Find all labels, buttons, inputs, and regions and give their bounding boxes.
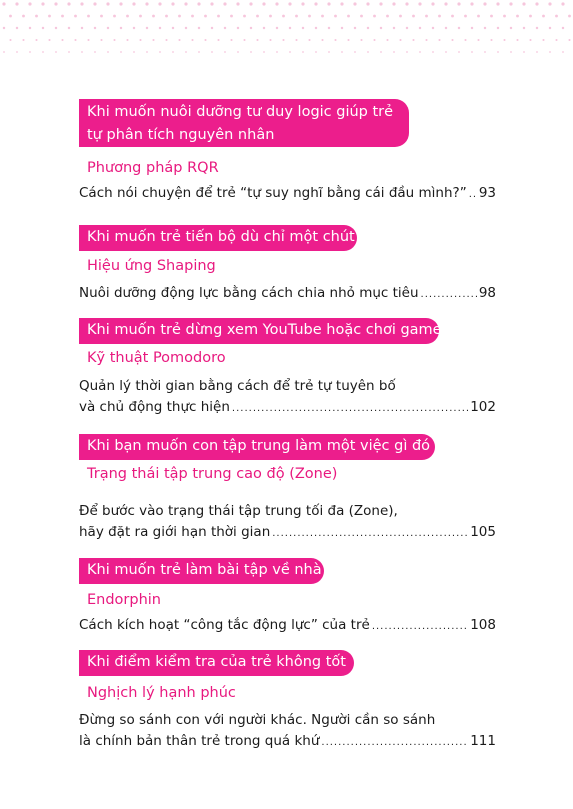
entry-line <box>79 183 496 205</box>
toc-entry[interactable] <box>79 376 496 419</box>
entry-text: Đừng so sánh con với người khác. Người cần so sánh <box>79 712 436 728</box>
dot-leader <box>469 184 477 205</box>
banner-line: Khi điểm kiểm tra của trẻ không tốt <box>87 654 346 670</box>
banner-line: Khi muốn trẻ dừng xem YouTube hoặc chơi game <box>87 322 442 338</box>
page-number: 93 <box>478 185 496 201</box>
section-banner <box>79 225 357 251</box>
banner-line: tự phân tích nguyên nhân <box>87 127 275 143</box>
toc-entry[interactable] <box>79 183 496 205</box>
entry-text: Quản lý thời gian bằng cách để trẻ tự tuyên bố <box>79 378 396 394</box>
page-number: 102 <box>470 399 496 415</box>
entry-text: và chủ động thực hiện <box>79 399 230 415</box>
entry-line <box>79 710 496 731</box>
dot-leader <box>421 284 477 305</box>
section-banner <box>79 558 324 584</box>
toc-entry[interactable] <box>79 615 496 637</box>
toc-entry[interactable] <box>79 710 496 753</box>
method-title: Nghịch lý hạnh phúc <box>87 685 236 701</box>
banner-line: Khi muốn trẻ làm bài tập về nhà <box>87 562 322 578</box>
page-number: 105 <box>470 524 496 540</box>
section-banner <box>79 434 435 460</box>
page-number: 108 <box>470 617 496 633</box>
entry-line <box>79 522 496 544</box>
entry-line <box>79 501 496 522</box>
dot-leader <box>272 523 468 544</box>
banner-line: Khi muốn nuôi dưỡng tư duy logic giúp trẻ <box>87 104 394 120</box>
toc-entry[interactable] <box>79 283 496 305</box>
method-title: Trạng thái tập trung cao độ (Zone) <box>87 466 338 482</box>
entry-line <box>79 397 496 419</box>
entry-text: Cách nói chuyện để trẻ “tự suy nghĩ bằng cái đầu mình?” <box>79 185 467 201</box>
entry-text: Cách kích hoạt “công tắc động lực” của trẻ <box>79 617 370 633</box>
method-title: Hiệu ứng Shaping <box>87 258 216 274</box>
dot-leader <box>232 398 468 419</box>
dot-leader <box>372 616 468 637</box>
method-title: Kỹ thuật Pomodoro <box>87 350 226 366</box>
method-title: Phương pháp RQR <box>87 160 219 176</box>
method-title: Endorphin <box>87 592 162 608</box>
banner-line: Khi muốn trẻ tiến bộ dù chỉ một chút <box>87 229 355 245</box>
entry-line <box>79 376 496 397</box>
entry-text: Nuôi dưỡng động lực bằng cách chia nhỏ mục tiêu <box>79 285 419 301</box>
entry-line <box>79 283 496 305</box>
section-banner <box>79 650 354 676</box>
toc-entry[interactable] <box>79 501 496 544</box>
banner-line: Khi bạn muốn con tập trung làm một việc gì đó <box>87 438 431 454</box>
section-banner <box>79 318 442 344</box>
entry-line <box>79 731 496 753</box>
page-number: 98 <box>478 285 496 301</box>
entry-text: hãy đặt ra giới hạn thời gian <box>79 524 271 540</box>
entry-text: Để bước vào trạng thái tập trung tối đa (Zone), <box>79 503 398 519</box>
section-banner <box>79 99 409 147</box>
dot-leader <box>321 732 468 753</box>
entry-line <box>79 615 496 637</box>
entry-text: là chính bản thân trẻ trong quá khứ <box>79 733 320 749</box>
page-number: 111 <box>470 733 496 749</box>
